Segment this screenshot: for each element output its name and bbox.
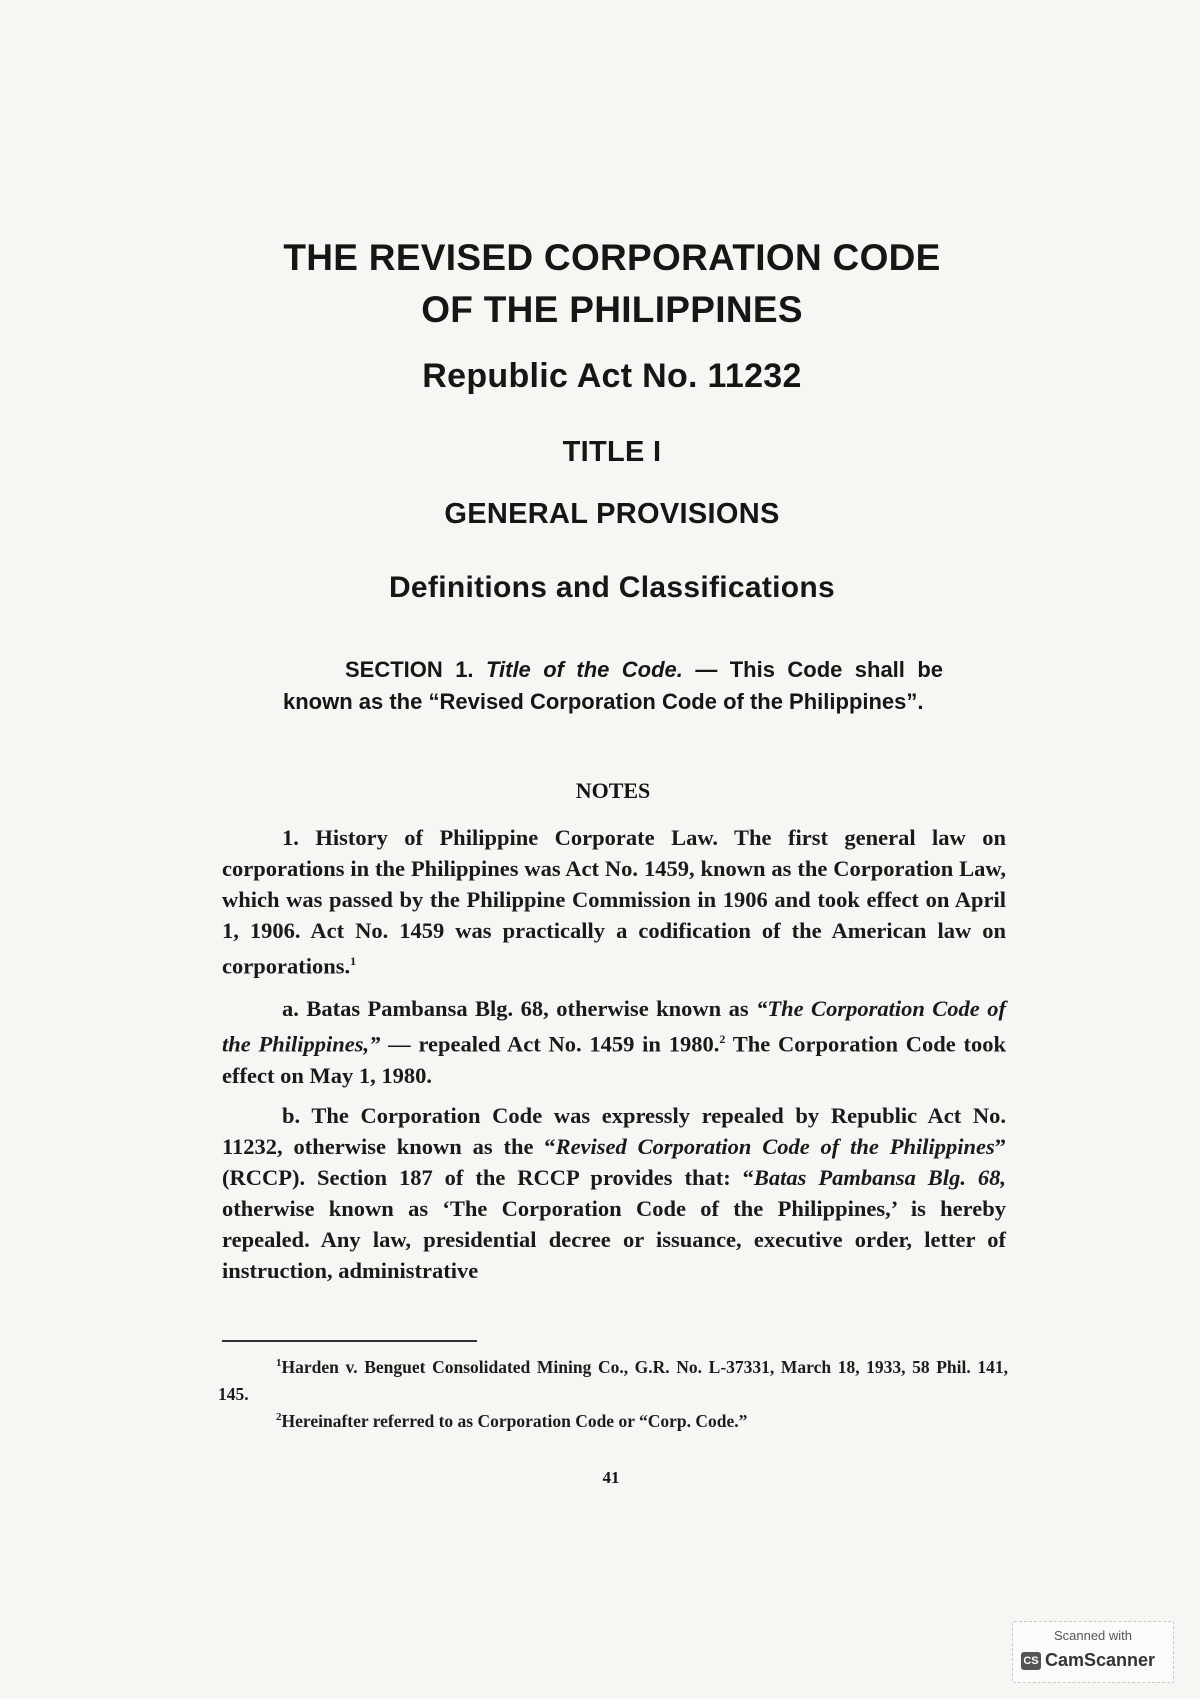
note-b-pre: The Corporation Code was expressly repealed by Republic Act No. 11232, otherwise known as the “ [222, 1103, 1007, 1159]
footnote-2-marker: 2 [276, 1411, 282, 1423]
provisions-heading: GENERAL PROVISIONS [444, 498, 780, 530]
camscanner-logo-icon: CS [1021, 1652, 1041, 1670]
heading-line-2: OF THE PHILIPPINES [421, 289, 803, 330]
note-b-italic-2: Batas Pambansa Blg. 68, [753, 1165, 1006, 1190]
footnote-divider [222, 1340, 477, 1342]
note-1 [222, 822, 1006, 982]
note-a-post1: — repealed Act No. 1459 in 1980. [380, 1031, 720, 1057]
note-b-mid: ” (RCCP). Section 187 of the RCCP provides that: “ [222, 1134, 1006, 1190]
note-b [222, 1100, 1006, 1286]
footnote-ref-1: 1 [350, 954, 357, 968]
footnote-1 [218, 1350, 1008, 1408]
note-a-pre: Batas Pambansa Blg. 68, otherwise known as [306, 996, 757, 1021]
heading-line-1: THE REVISED CORPORATION CODE [283, 237, 941, 278]
note-a-italic: “The Corporation Code of the Philippines,” [222, 996, 1006, 1057]
note-a [222, 993, 1006, 1091]
note-1-title: History of Philippine Corporate Law. [315, 825, 718, 850]
watermark-scanned-text: Scanned with [1053, 1628, 1133, 1643]
definitions-heading: Definitions and Classifications [388, 571, 836, 604]
note-1-number: 1. [282, 825, 299, 850]
section-title: Title of the Code. [485, 657, 683, 682]
note-b-letter: b. [282, 1103, 301, 1128]
footnote-2 [218, 1404, 1008, 1435]
title-heading: TITLE I [562, 436, 662, 468]
section-body: — This Code shall be known as the “Revised Corporation Code of the Philippines”. [283, 657, 943, 714]
footnote-ref-2: 2 [719, 1032, 726, 1046]
note-b-italic-1: Revised Corporation Code of the Philippines [555, 1134, 995, 1159]
section-label: SECTION 1. [345, 657, 474, 682]
note-b-post: otherwise known as ‘The Corporation Code of the Philippines,’ is hereby repealed. Any law, presidential decree or issuance, executive order, letter of instruction, administrative [222, 1196, 1006, 1283]
camscanner-watermark [1012, 1621, 1174, 1683]
footnote-1-marker: 1 [276, 1357, 282, 1369]
footnote-1-text: Harden v. Benguet Consolidated Mining Co., G.R. No. L-37331, March 18, 1933, 58 Phil. 141, 145. [218, 1356, 1008, 1404]
act-number: Republic Act No. 11232 [422, 357, 802, 395]
page-number: 41 [602, 1468, 620, 1487]
note-a-post2: The Corporation Code took effect on May 1, 1980. [222, 1031, 1006, 1088]
notes-heading: NOTES [575, 778, 651, 803]
note-1-body: The first general law on corporations in the Philippines was Act No. 1459, known as the Corporation Law, which was passed by the Philippine Commission in 1906 and took effect on April 1, 1906. Act No. 1459 was practically a codification of the American law on corporations. [222, 825, 1007, 979]
footnote-2-text: Hereinafter referred to as Corporation Code or “Corp. Code.” [281, 1410, 748, 1431]
watermark-brand: CamScanner [1045, 1650, 1156, 1670]
section-1 [283, 654, 943, 718]
note-a-letter: a. [282, 996, 299, 1021]
